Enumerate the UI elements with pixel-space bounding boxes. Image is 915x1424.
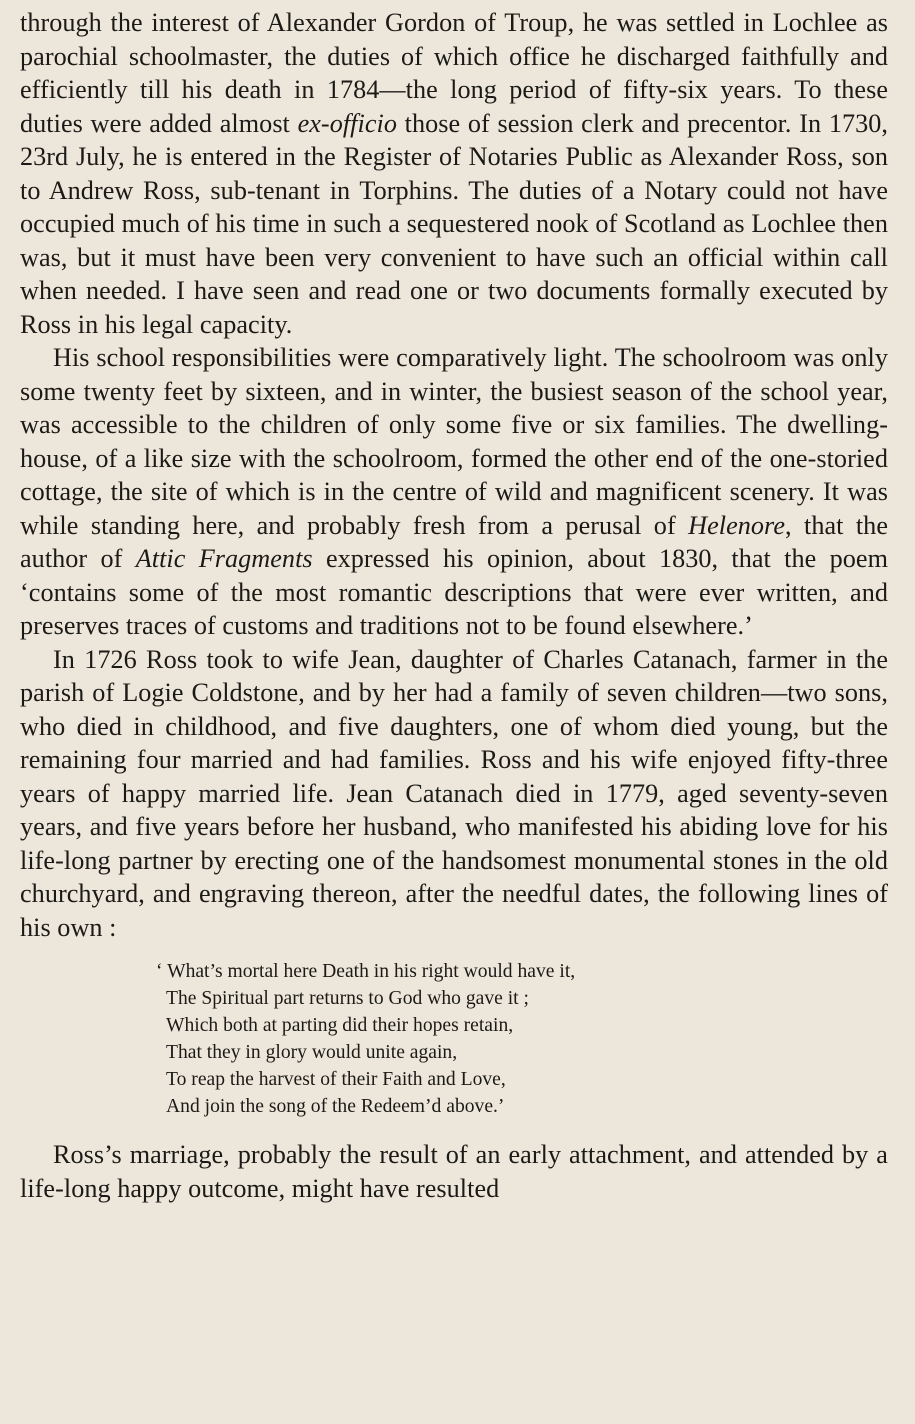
italic-title-text: Attic Fragments (135, 544, 313, 573)
paragraph-closing (20, 1138, 888, 1205)
verse-line: To reap the harvest of their Faith and Love, (166, 1069, 506, 1090)
paragraph-schoolmaster (20, 6, 888, 341)
paragraph-marriage-family (20, 643, 888, 945)
text-run: those of session clerk and precentor. In 1730, 23rd July, he is entered in the Register of Notaries Public as Alexander Ross, son to Andrew Ross, sub-tenant in Torphins. The duties of a Notary could not have occupied much of his time in such a sequestered nook of Scotland as Lochlee then was, but it must have been very convenient to have such an official within call when needed. I have seen and read one or two documents formally executed by Ross in his legal capacity. (20, 108, 888, 339)
verse-line: Which both at parting did their hopes retain, (166, 1015, 514, 1036)
text-run: through the interest of Alexander Gordon of Troup, he was settled in Lochlee as parochial schoolmaster, the duties of which office he discharged faithfully and efficiently till his death in 1784—the long period of fifty-six years. To these duties were added almost (20, 8, 888, 138)
text-run: expressed his opinion, about 1830, that the poem ‘contains some of the most romantic descriptions that were ever written, and preserves traces of customs and traditions not to be found elsewhere.’ (20, 544, 889, 640)
verse-line: The Spiritual part returns to God who gave it ; (166, 988, 529, 1009)
text-run: His school responsibilities were comparatively light. The schoolroom was only some twenty feet by sixteen, and in winter, the busiest season of the school year, was accessible to the children of only some five or six families. The dwelling-house, of a like size with the schoolroom, formed the other end of the one-storied cottage, the site of which is in the centre of wild and magnificent scenery. It was while standing here, and probably fresh from a perusal of (20, 343, 888, 540)
text-run: Ross’s marriage, probably the result of an early attachment, and attended by a life-long happy outcome, might have resulted (20, 1140, 888, 1203)
paragraph-school-responsibilities (20, 341, 888, 643)
verse-line: And join the song of the Redeem’d above.’ (166, 1096, 505, 1117)
italic-title-text: ex-officio (297, 108, 397, 138)
verse-line: That they in glory would unite again, (166, 1042, 458, 1063)
text-run: In 1726 Ross took to wife Jean, daughter of Charles Catanach, farmer in the parish of Logie Coldstone, and by her had a family of seven children—two sons, who died in childhood, and five daughters, one of whom died young, but the remaining four married and had families. Ross and his wife enjoyed fifty-three years of happy married life. Jean Catanach died in 1779, aged seventy-seven years, and five years before her husband, who manifested his abiding love for his life-long partner by erecting one of the handsomest monumental stones in the old churchyard, and engraving thereon, after the needful dates, the following lines of his own : (20, 644, 888, 942)
verse-line: ‘ What’s mortal here Death in his right would have it, (156, 961, 576, 982)
epitaph-verse (156, 958, 888, 1120)
italic-title-text: Helenore (688, 510, 785, 540)
text-run: , that the author of (20, 510, 889, 573)
